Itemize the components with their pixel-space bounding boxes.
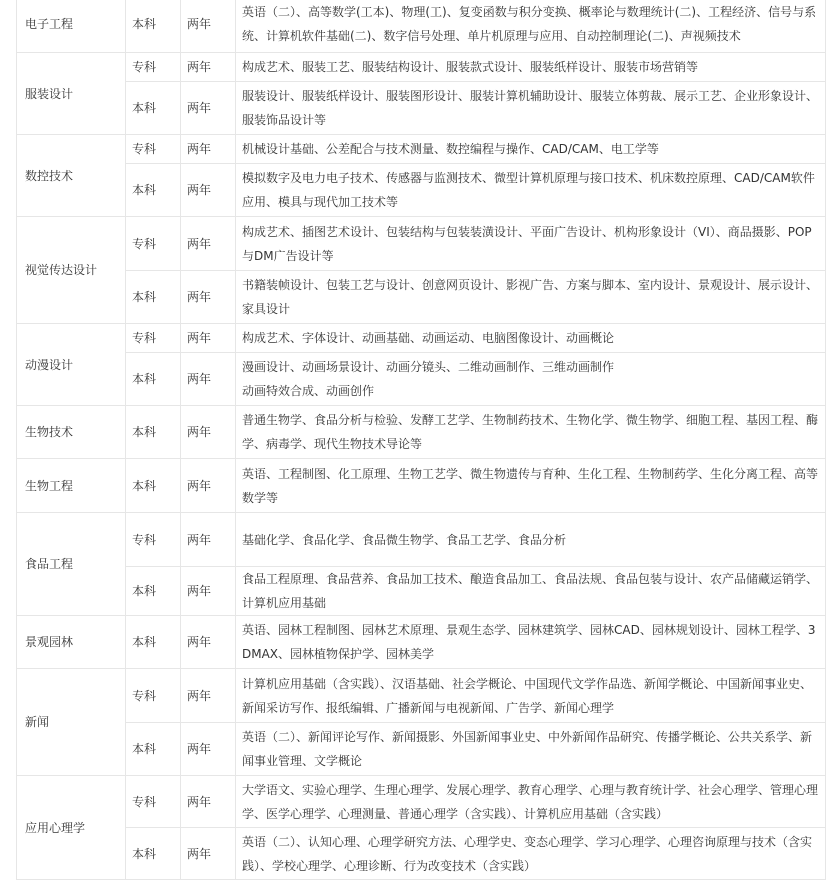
courses-cell: 机械设计基础、公差配合与技术测量、数控编程与操作、CAD/CAM、电工学等	[236, 135, 826, 164]
level-cell: 专科	[126, 776, 181, 828]
table-row	[17, 616, 826, 669]
duration-cell: 两年	[181, 828, 236, 880]
major-name-cell: 生物技术	[17, 406, 126, 459]
table-row	[17, 82, 826, 135]
duration-cell: 两年	[181, 776, 236, 828]
table-row	[17, 0, 826, 53]
level-cell: 本科	[126, 828, 181, 880]
courses-cell: 构成艺术、服装工艺、服装结构设计、服装款式设计、服装纸样设计、服装市场营销等	[236, 53, 826, 82]
level-cell: 专科	[126, 324, 181, 353]
table-row	[17, 669, 826, 723]
duration-cell: 两年	[181, 723, 236, 776]
duration-cell: 两年	[181, 616, 236, 669]
duration-cell: 两年	[181, 324, 236, 353]
courses-cell: 构成艺术、插图艺术设计、包装结构与包装装潢设计、平面广告设计、机构形象设计（VI）、商品摄影、POP与DM广告设计等	[236, 217, 826, 271]
major-name-cell: 数控技术	[17, 135, 126, 217]
duration-cell: 两年	[181, 217, 236, 271]
table-row	[17, 776, 826, 828]
level-cell: 本科	[126, 567, 181, 616]
duration-cell: 两年	[181, 567, 236, 616]
table-row	[17, 217, 826, 271]
duration-cell: 两年	[181, 271, 236, 324]
courses-cell: 英语（二）、认知心理、心理学研究方法、心理学史、变态心理学、学习心理学、心理咨询原理与技术（含实践）、学校心理学、心理诊断、行为改变技术（含实践）	[236, 828, 826, 880]
duration-cell: 两年	[181, 53, 236, 82]
level-cell: 本科	[126, 406, 181, 459]
courses-cell: 基础化学、食品化学、食品微生物学、食品工艺学、食品分析	[236, 513, 826, 567]
major-name-cell: 食品工程	[17, 513, 126, 616]
table-row	[17, 513, 826, 567]
level-cell: 专科	[126, 135, 181, 164]
duration-cell: 两年	[181, 669, 236, 723]
level-cell: 本科	[126, 353, 181, 406]
level-cell: 本科	[126, 459, 181, 513]
table-row	[17, 164, 826, 217]
courses-cell: 大学语文、实验心理学、生理心理学、发展心理学、教育心理学、心理与教育统计学、社会心理学、管理心理学、医学心理学、心理测量、普通心理学（含实践）、计算机应用基础（含实践）	[236, 776, 826, 828]
table-row	[17, 135, 826, 164]
table-row	[17, 271, 826, 324]
courses-cell: 英语、园林工程制图、园林艺术原理、景观生态学、园林建筑学、园林CAD、园林规划设计、园林工程学、3DMAX、园林植物保护学、园林美学	[236, 616, 826, 669]
courses-cell: 书籍装帧设计、包装工艺与设计、创意网页设计、影视广告、方案与脚本、室内设计、景观设计、展示设计、家具设计	[236, 271, 826, 324]
duration-cell: 两年	[181, 459, 236, 513]
level-cell: 专科	[126, 53, 181, 82]
courses-cell: 服装设计、服装纸样设计、服装图形设计、服装计算机辅助设计、服装立体剪裁、展示工艺、企业形象设计、服装饰品设计等	[236, 82, 826, 135]
courses-cell: 普通生物学、食品分析与检验、发酵工艺学、生物制药技术、生物化学、微生物学、细胞工程、基因工程、酶学、病毒学、现代生物技术导论等	[236, 406, 826, 459]
table-row	[17, 828, 826, 880]
courses-cell: 构成艺术、字体设计、动画基础、动画运动、电脑图像设计、动画概论	[236, 324, 826, 353]
courses-cell: 英语、工程制图、化工原理、生物工艺学、微生物遗传与育种、生化工程、生物制药学、生化分离工程、高等数学等	[236, 459, 826, 513]
table-row	[17, 723, 826, 776]
duration-cell: 两年	[181, 82, 236, 135]
courses-cell: 计算机应用基础（含实践）、汉语基础、社会学概论、中国现代文学作品选、新闻学概论、中国新闻事业史、新闻采访写作、报纸编辑、广播新闻与电视新闻、广告学、新闻心理学	[236, 669, 826, 723]
major-name-cell: 动漫设计	[17, 324, 126, 406]
level-cell: 专科	[126, 669, 181, 723]
duration-cell: 两年	[181, 164, 236, 217]
table-row	[17, 53, 826, 82]
level-cell: 专科	[126, 217, 181, 271]
level-cell: 本科	[126, 164, 181, 217]
courses-cell: 模拟数字及电力电子技术、传感器与监测技术、微型计算机原理与接口技术、机床数控原理、CAD/CAM软件应用、模具与现代加工技术等	[236, 164, 826, 217]
duration-cell: 两年	[181, 406, 236, 459]
courses-cell: 食品工程原理、食品营养、食品加工技术、酿造食品加工、食品法规、食品包装与设计、农产品储藏运销学、计算机应用基础	[236, 567, 826, 616]
level-cell: 专科	[126, 513, 181, 567]
major-name-cell: 视觉传达设计	[17, 217, 126, 324]
table-row	[17, 353, 826, 406]
table-row	[17, 324, 826, 353]
courses-cell: 英语（二）、高等数学(工本)、物理(工)、复变函数与积分变换、概率论与数理统计(二)、工程经济、信号与系统、计算机软件基础(二)、数字信号处理、单片机原理与应用、自动控制理论(二)、声视频技术	[236, 0, 826, 53]
level-cell: 本科	[126, 0, 181, 53]
major-name-cell: 应用心理学	[17, 776, 126, 880]
level-cell: 本科	[126, 723, 181, 776]
courses-cell: 英语（二）、新闻评论写作、新闻摄影、外国新闻事业史、中外新闻作品研究、传播学概论、公共关系学、新闻事业管理、文学概论	[236, 723, 826, 776]
duration-cell: 两年	[181, 0, 236, 53]
duration-cell: 两年	[181, 353, 236, 406]
level-cell: 本科	[126, 616, 181, 669]
major-name-cell: 服装设计	[17, 53, 126, 135]
major-name-cell: 景观园林	[17, 616, 126, 669]
major-name-cell: 生物工程	[17, 459, 126, 513]
table-row	[17, 459, 826, 513]
curriculum-table	[16, 0, 826, 880]
curriculum-table-body	[17, 0, 826, 880]
level-cell: 本科	[126, 271, 181, 324]
duration-cell: 两年	[181, 513, 236, 567]
courses-cell: 漫画设计、动画场景设计、动画分镜头、二维动画制作、三维动画制作 动画特效合成、动画创作	[236, 353, 826, 406]
duration-cell: 两年	[181, 135, 236, 164]
major-name-cell: 电子工程	[17, 0, 126, 53]
major-name-cell: 新闻	[17, 669, 126, 776]
table-row	[17, 567, 826, 616]
level-cell: 本科	[126, 82, 181, 135]
table-row	[17, 406, 826, 459]
